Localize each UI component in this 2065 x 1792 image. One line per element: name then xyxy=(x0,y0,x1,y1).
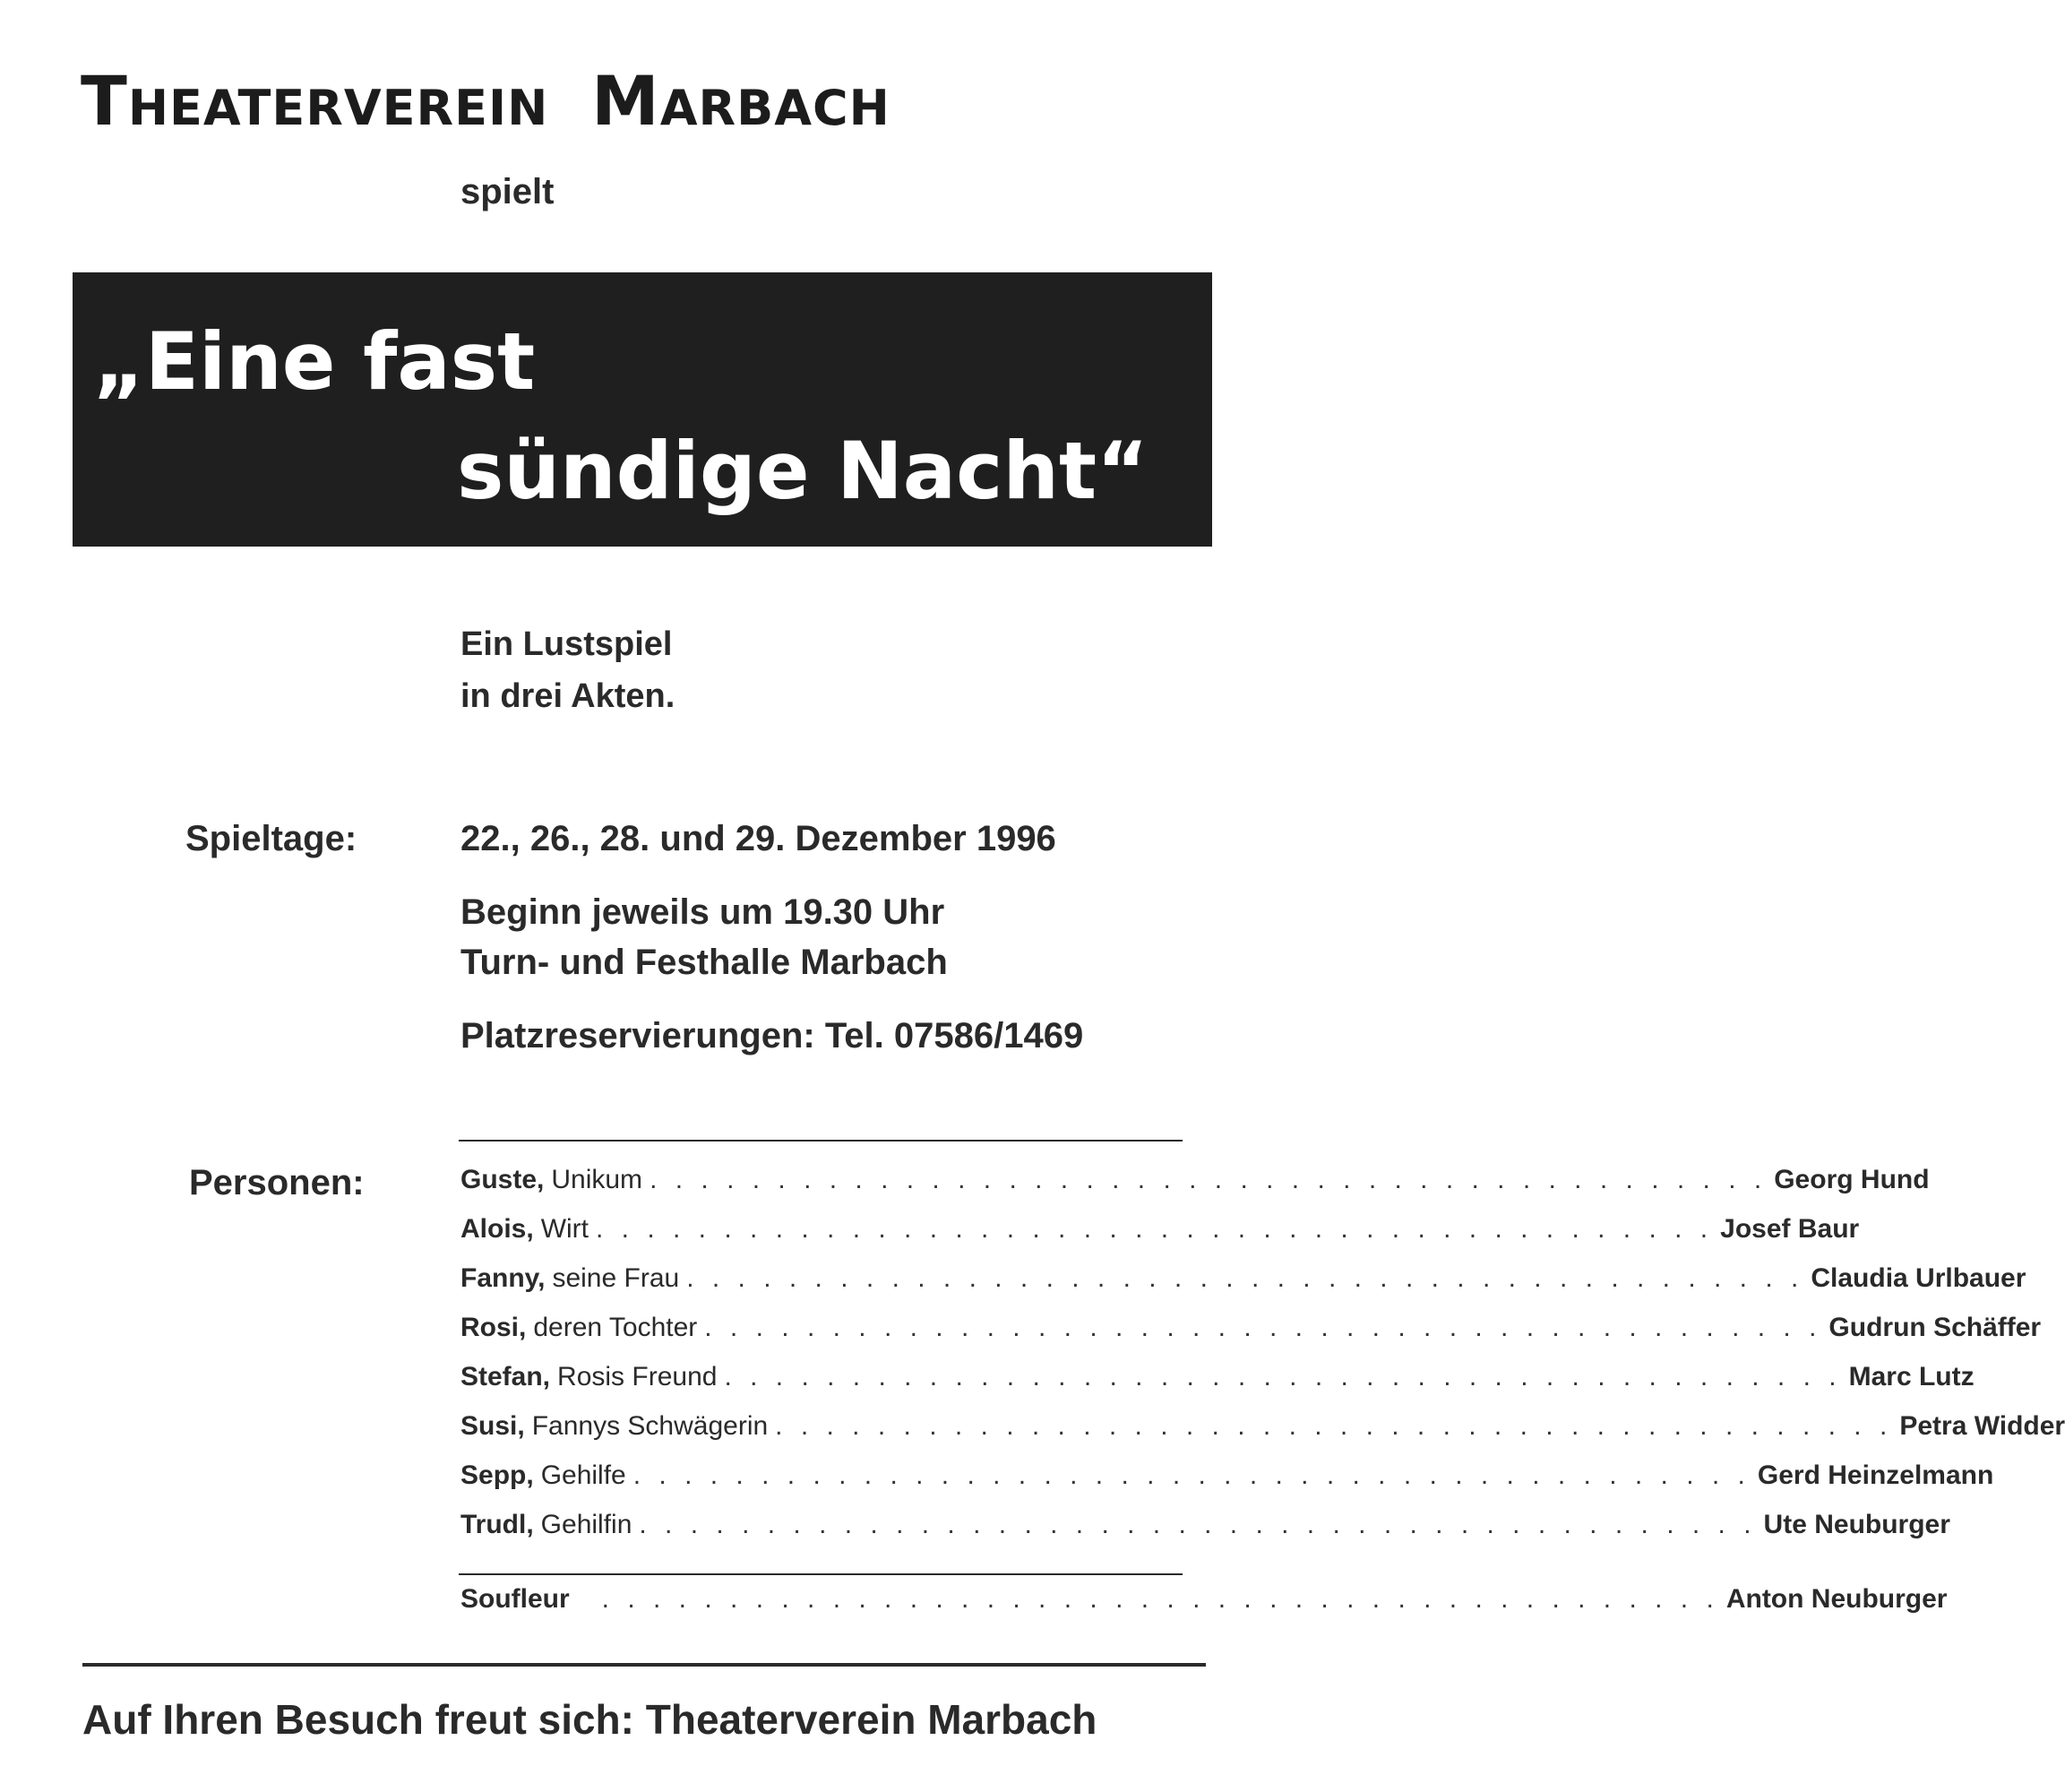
cast-row xyxy=(460,1460,1994,1510)
cast-bottom-divider xyxy=(459,1573,1183,1575)
leader-dots: . . . . . . . . . . . . . . . . . . . . . . . . . . . . . . . . . . . . . . . . . . . . xyxy=(596,1214,1714,1244)
leader-dots: . . . . . . . . . . . . . . . . . . . . . . . . . . . . . . . . . . . . . . . . . . . . xyxy=(639,1510,1757,1539)
cast-top-divider xyxy=(459,1140,1183,1142)
header-rest-1: HEATERVEREIN xyxy=(127,80,549,136)
role-description: Rosis Freund xyxy=(557,1362,718,1391)
prompter-row xyxy=(460,1584,1948,1633)
cast-list xyxy=(460,1165,2065,1559)
schedule-label: Spieltage: xyxy=(185,819,357,858)
role-description: Gehilfe xyxy=(540,1460,626,1490)
role-name: Stefan, xyxy=(460,1362,551,1391)
prompter-role: Soufleur xyxy=(460,1584,570,1614)
footer-text: Auf Ihren Besuch freut sich: Theaterverein Marbach xyxy=(82,1696,1097,1743)
actor-name: Marc Lutz xyxy=(1848,1362,1975,1391)
role-description: deren Tochter xyxy=(533,1313,698,1342)
play-title-line-2: sündige Nacht“ xyxy=(457,425,1149,517)
role-description: Wirt xyxy=(540,1214,589,1244)
header-initial-2: M xyxy=(591,61,660,141)
leader-dots: . . . . . . . . . . . . . . . . . . . . . . . . . . . . . . . . . . . . . . . . . . . . xyxy=(704,1313,1822,1342)
header-initial-1: T xyxy=(81,61,128,141)
leader-dots: . . . . . . . . . . . . . . . . . . . . . . . . . . . . . . . . . . . . . . . . . . . . xyxy=(601,1584,1719,1614)
role-name: Fanny, xyxy=(460,1263,546,1293)
actor-name: Josef Baur xyxy=(1720,1214,1860,1244)
cast-row xyxy=(460,1263,2026,1313)
play-title-line-1: „Eine fast xyxy=(93,315,536,408)
intro-text: spielt xyxy=(460,172,555,211)
organization-header xyxy=(81,61,1209,141)
cast-row xyxy=(460,1510,1950,1559)
actor-name: Ute Neuburger xyxy=(1763,1510,1950,1539)
play-subtitle xyxy=(460,618,675,722)
subtitle-line-2: in drei Akten. xyxy=(460,677,675,715)
role-description: Unikum xyxy=(551,1165,643,1194)
leader-dots: . . . . . . . . . . . . . . . . . . . . . . . . . . . . . . . . . . . . . . . . . . . . xyxy=(632,1460,1751,1490)
role-name: Trudl, xyxy=(460,1510,534,1539)
role-name: Sepp, xyxy=(460,1460,534,1490)
cast-label: Personen: xyxy=(189,1163,365,1202)
cast-row xyxy=(460,1165,1930,1214)
cast-row xyxy=(460,1411,2065,1460)
reservation-info: Platzreservierungen: Tel. 07586/1469 xyxy=(460,1016,1084,1055)
role-description: Fannys Schwägerin xyxy=(531,1411,769,1441)
cast-row xyxy=(460,1214,1860,1263)
leader-dots: . . . . . . . . . . . . . . . . . . . . . . . . . . . . . . . . . . . . . . . . . . . . xyxy=(724,1362,1842,1391)
actor-name: Georg Hund xyxy=(1774,1165,1930,1194)
role-name: Susi, xyxy=(460,1411,525,1441)
role-description: seine Frau xyxy=(552,1263,680,1293)
start-time: Beginn jeweils um 19.30 Uhr xyxy=(460,892,945,932)
subtitle-line-1: Ein Lustspiel xyxy=(460,625,673,663)
leader-dots: . . . . . . . . . . . . . . . . . . . . . . . . . . . . . . . . . . . . . . . . . . . . xyxy=(686,1263,1804,1293)
role-name: Alois, xyxy=(460,1214,534,1244)
prompter-actor: Anton Neuburger xyxy=(1725,1584,1948,1614)
role-name: Guste, xyxy=(460,1165,545,1194)
role-name: Rosi, xyxy=(460,1313,527,1342)
cast-row xyxy=(460,1362,1975,1411)
header-rest-2: ARBACH xyxy=(659,80,891,136)
performance-dates: 22., 26., 28. und 29. Dezember 1996 xyxy=(460,819,1056,858)
venue: Turn- und Festhalle Marbach xyxy=(460,943,948,982)
actor-name: Gudrun Schäffer xyxy=(1828,1313,2042,1342)
leader-dots: . . . . . . . . . . . . . . . . . . . . . . . . . . . . . . . . . . . . . . . . . . . . xyxy=(650,1165,1768,1194)
actor-name: Gerd Heinzelmann xyxy=(1757,1460,1994,1490)
prompter-row-container xyxy=(460,1584,1948,1633)
cast-row xyxy=(460,1313,2042,1362)
role-description: Gehilfin xyxy=(540,1510,632,1539)
leader-dots: . . . . . . . . . . . . . . . . . . . . . . . . . . . . . . . . . . . . . . . . . . . . xyxy=(775,1411,1893,1441)
actor-name: Petra Widder xyxy=(1899,1411,2065,1441)
actor-name: Claudia Urlbauer xyxy=(1811,1263,2026,1293)
footer-divider xyxy=(82,1663,1206,1667)
